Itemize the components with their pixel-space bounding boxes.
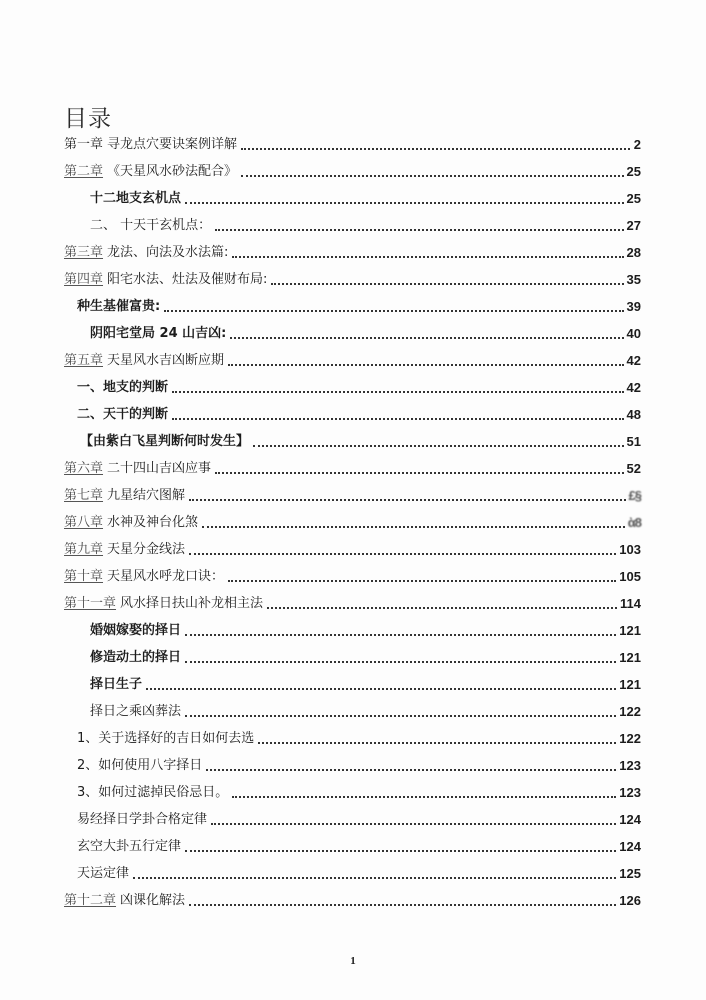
toc-chapter-entry[interactable] <box>64 158 641 180</box>
toc-entry-label: 龙法、向法及水法篇: <box>107 245 229 260</box>
toc-page-number: 121 <box>619 677 641 692</box>
toc-page-number: 42 <box>626 353 641 368</box>
toc-chapter-entry[interactable] <box>64 482 641 504</box>
dot-leader <box>215 229 623 231</box>
chapter-number-link[interactable]: 第八章 <box>64 515 104 530</box>
toc-entry-label: 3、如何过滤掉民俗忌日。 <box>77 785 229 800</box>
dot-leader <box>189 904 616 906</box>
dot-leader <box>146 688 616 690</box>
toc-page-number: 48 <box>626 407 641 422</box>
toc-page-number: 125 <box>619 866 641 881</box>
toc-page-number: 25 <box>626 191 641 206</box>
toc-entry-label: 2、如何使用八字择日 <box>77 758 203 773</box>
toc-chapter-entry[interactable] <box>64 509 641 531</box>
dot-leader <box>133 877 616 879</box>
toc-page-number: 27 <box>626 218 641 233</box>
toc-page-number: 103 <box>619 542 641 557</box>
toc-page-number: 126 <box>619 893 641 908</box>
dot-leader <box>211 823 616 825</box>
toc-entry-label: 择日生子 <box>90 677 143 692</box>
dot-leader <box>241 148 630 150</box>
toc-entry-label: 阳宅水法、灶法及催财布局: <box>107 272 268 287</box>
chapter-number-link[interactable]: 第九章 <box>64 542 104 557</box>
dot-leader <box>189 553 616 555</box>
toc-section-entry[interactable] <box>90 185 641 207</box>
chapter-number-link[interactable]: 第十二章 <box>64 893 117 908</box>
toc-page-number: 122 <box>619 731 641 746</box>
toc-section-entry[interactable] <box>77 752 641 774</box>
toc-entry-label: 修造动土的择日 <box>90 650 182 665</box>
toc-section-entry[interactable] <box>80 428 641 450</box>
dot-leader <box>206 769 616 771</box>
toc-page-number: 121 <box>619 623 641 638</box>
toc-page-number: 121 <box>619 650 641 665</box>
toc-page-number: 124 <box>619 839 641 854</box>
dot-leader <box>202 526 625 528</box>
dot-leader <box>164 310 623 312</box>
toc-page-number: 123 <box>619 785 641 800</box>
toc-section-entry[interactable] <box>77 401 641 423</box>
toc-title: 目录 <box>64 106 112 132</box>
toc-chapter-entry[interactable] <box>64 563 641 585</box>
toc-entry-label: 寻龙点穴要诀案例详解 <box>107 137 238 152</box>
toc-chapter-entry[interactable] <box>64 131 641 153</box>
toc-section-entry[interactable] <box>90 320 641 342</box>
toc-entry-label: 天星风水吉凶断应期 <box>107 353 225 368</box>
dot-leader <box>215 472 624 474</box>
toc-chapter-entry[interactable] <box>64 536 641 558</box>
toc-page-number: 2 <box>633 137 641 152</box>
toc-page-number: 28 <box>626 245 641 260</box>
toc-page-number: 35 <box>626 272 641 287</box>
toc-section-entry[interactable] <box>77 293 641 315</box>
toc-section-entry[interactable] <box>90 617 641 639</box>
chapter-number-link[interactable]: 第六章 <box>64 461 104 476</box>
toc-entry-label: 择日之乘凶葬法 <box>90 704 182 719</box>
toc-section-entry[interactable] <box>77 725 641 747</box>
dot-leader <box>228 580 616 582</box>
toc-page-number: 40 <box>626 326 641 341</box>
toc-section-entry[interactable] <box>77 806 641 828</box>
chapter-number-link[interactable]: 第十一章 <box>64 596 117 611</box>
dot-leader <box>185 850 616 852</box>
toc-entry-label: 一、地支的判断 <box>77 380 169 395</box>
toc-entry-label: 天星分金线法 <box>107 542 186 557</box>
dot-leader <box>232 796 616 798</box>
toc-entry-label: 凶课化解法 <box>120 893 186 908</box>
chapter-number-link[interactable]: 第十章 <box>64 569 104 584</box>
toc-section-entry[interactable] <box>77 833 641 855</box>
toc-chapter-entry[interactable] <box>64 347 641 369</box>
toc-entry-label: 二、天干的判断 <box>77 407 169 422</box>
toc-section-entry[interactable] <box>77 860 641 882</box>
dot-leader <box>258 742 616 744</box>
toc-entry-label: 天星风水呼龙口诀： <box>107 569 225 584</box>
toc-entry-label: 十二地支玄机点 <box>90 191 182 206</box>
dot-leader <box>253 445 624 447</box>
toc-page-number: 114 <box>620 596 641 611</box>
toc-page-number: ὰ8 <box>627 515 641 530</box>
toc-entry-label: 九星结穴图解 <box>107 488 186 503</box>
toc-page-number: 122 <box>619 704 641 719</box>
chapter-number-link[interactable]: 第四章 <box>64 272 104 287</box>
toc-entry-label: 1、关于选择好的吉日如何去选 <box>77 731 255 746</box>
toc-section-entry[interactable] <box>90 644 641 666</box>
chapter-number-link: 第一章 <box>64 137 104 152</box>
toc-section-entry[interactable] <box>90 212 641 234</box>
toc-entry-label: 《天星风水砂法配合》 <box>107 164 238 179</box>
toc-entry-label: 【由紫白飞星判断何时发生】 <box>80 434 250 449</box>
toc-entry-label: 种生基催富贵: <box>77 299 161 314</box>
toc-section-entry[interactable] <box>77 779 641 801</box>
toc-chapter-entry[interactable] <box>64 266 641 288</box>
dot-leader <box>185 661 616 663</box>
dot-leader <box>172 391 624 393</box>
toc-chapter-entry[interactable] <box>64 590 641 612</box>
toc-section-entry[interactable] <box>90 698 641 720</box>
toc-page-number: 42 <box>626 380 641 395</box>
toc-page-number: 52 <box>626 461 641 476</box>
toc-section-entry[interactable] <box>90 671 641 693</box>
page-number-footer: 1 <box>350 955 356 967</box>
dot-leader <box>232 256 623 258</box>
toc-section-entry[interactable] <box>77 374 641 396</box>
toc-entry-label: 二、 十天干玄机点： <box>90 218 212 233</box>
toc-entry-label: 水神及神台化煞 <box>107 515 199 530</box>
dot-leader <box>241 175 624 177</box>
toc-page-number: 105 <box>619 569 641 584</box>
dot-leader <box>267 607 617 609</box>
toc-chapter-entry[interactable] <box>64 455 641 477</box>
toc-page-number: 25 <box>626 164 641 179</box>
toc-page-number: 124 <box>619 812 641 827</box>
toc-entry-label: 阴阳宅堂局 24 山吉凶: <box>90 326 227 341</box>
toc-entry-label: 天运定律 <box>77 866 130 881</box>
toc-entry-label: 二十四山吉凶应事 <box>107 461 212 476</box>
dot-leader <box>185 634 616 636</box>
toc-chapter-entry[interactable] <box>64 887 641 909</box>
dot-leader <box>271 283 623 285</box>
dot-leader <box>228 364 624 366</box>
toc-page-number: 123 <box>619 758 641 773</box>
toc-page-number: 39 <box>626 299 641 314</box>
chapter-number-link[interactable]: 第三章 <box>64 245 104 260</box>
toc-entry-label: 易经择日学卦合格定律 <box>77 812 208 827</box>
chapter-number-link[interactable]: 第七章 <box>64 488 104 503</box>
chapter-number-link[interactable]: 第二章 <box>64 164 104 179</box>
chapter-number-link[interactable]: 第五章 <box>64 353 104 368</box>
dot-leader <box>189 499 626 501</box>
dot-leader <box>172 418 624 420</box>
toc-entry-label: 玄空大卦五行定律 <box>77 839 182 854</box>
dot-leader <box>185 715 616 717</box>
toc-entry-label: 风水择日扶山补龙相主法 <box>120 596 264 611</box>
dot-leader <box>185 202 624 204</box>
dot-leader <box>230 337 623 339</box>
toc-page-number: £§ <box>628 488 641 503</box>
toc-chapter-entry[interactable] <box>64 239 641 261</box>
toc-page-number: 51 <box>626 434 641 449</box>
toc-entry-label: 婚姻嫁娶的择日 <box>90 623 182 638</box>
